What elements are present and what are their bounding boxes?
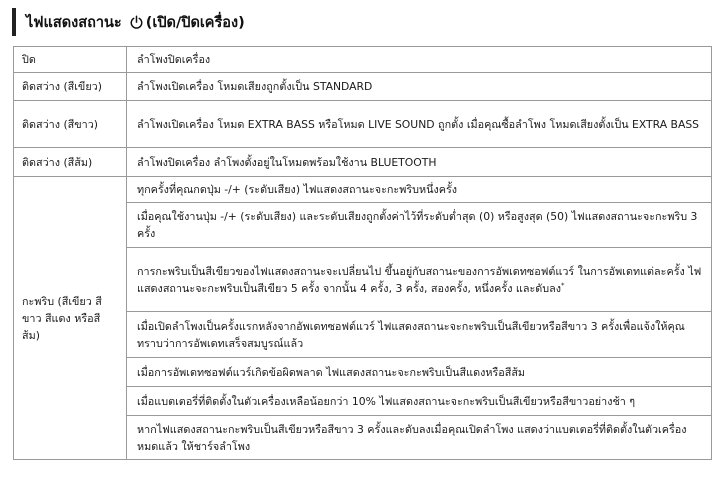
description-cell: เมื่อคุณใช้งานปุ่ม -/+ (ระดับเสียง) และระดับเสียงถูกตั้งค่าไว้ที่ระดับต่ำสุด (0) หรือสูงสุด (50) ไฟแสดงสถานะจะกะพริบ 3 ครั้ง bbox=[127, 203, 712, 248]
status-table bbox=[13, 46, 712, 460]
power-icon bbox=[129, 15, 144, 30]
description-cell: ลำโพงปิดเครื่อง bbox=[127, 47, 712, 73]
table-row bbox=[14, 101, 712, 148]
state-cell-blink: กะพริบ (สีเขียว สีขาว สีแดง หรือสีส้ม) bbox=[14, 177, 127, 460]
table-row bbox=[14, 47, 712, 73]
footnote-mark: * bbox=[561, 280, 565, 289]
description-cell: ลำโพงเปิดเครื่อง โหมด EXTRA BASS หรือโหมด LIVE SOUND ถูกตั้ง เมื่อคุณซื้อลำโพง โหมดเสียงตั้งเป็น EXTRA BASS bbox=[127, 101, 712, 148]
section-heading bbox=[12, 8, 712, 36]
description-cell: ทุกครั้งที่คุณกดปุ่ม -/+ (ระดับเสียง) ไฟแสดงสถานะจะกะพริบหนึ่งครั้ง bbox=[127, 177, 712, 203]
table-row bbox=[14, 148, 712, 177]
description-cell: หากไฟแสดงสถานะกะพริบเป็นสีเขียวหรือสีขาว 3 ครั้งและดับลงเมื่อคุณเปิดลำโพง แสดงว่าแบตเตอรี่ที่ติดตั้งในตัวเครื่องหมดแล้ว ให้ชาร์จลำโพง bbox=[127, 416, 712, 460]
description-cell: เมื่อการอัพเดทซอฟต์แวร์เกิดข้อผิดพลาด ไฟแสดงสถานะจะกะพริบเป็นสีแดงหรือสีส้ม bbox=[127, 358, 712, 387]
description-text: การกะพริบเป็นสีเขียวของไฟแสดงสถานะจะเปลี่ยนไป ขึ้นอยู่กับสถานะของการอัพเดทซอฟต์แวร์ ในการอัพเดทแต่ละครั้ง ไฟแสดงสถานะจะกะพริบเป็นสีเขียว 5 ครั้ง จากนั้น 4 ครั้ง, 3 ครั้ง, สองครั้ง, หนึ่งครั้ง และดับลง bbox=[137, 264, 702, 295]
description-cell: เมื่อเปิดลำโพงเป็นครั้งแรกหลังจากอัพเดทซอฟต์แวร์ ไฟแสดงสถานะจะกะพริบเป็นสีเขียวหรือสีขาว 3 ครั้งเพื่อแจ้งให้คุณทราบว่าการอัพเดทเสร็จสมบูรณ์แล้ว bbox=[127, 312, 712, 358]
table-row bbox=[14, 177, 712, 203]
heading-suffix: (เปิด/ปิดเครื่อง) bbox=[145, 14, 245, 31]
heading-text: ไฟแสดงสถานะ bbox=[26, 14, 122, 31]
state-cell: ติดสว่าง (สีเขียว) bbox=[14, 73, 127, 101]
table-row bbox=[14, 73, 712, 101]
description-cell bbox=[127, 248, 712, 312]
description-cell: ลำโพงปิดเครื่อง ลำโพงตั้งอยู่ในโหมดพร้อมใช้งาน BLUETOOTH bbox=[127, 148, 712, 177]
description-cell: เมื่อแบตเตอรี่ที่ติดตั้งในตัวเครื่องเหลือน้อยกว่า 10% ไฟแสดงสถานะจะกะพริบเป็นสีเขียวหรือสีขาวอย่างช้า ๆ bbox=[127, 387, 712, 416]
state-cell: ติดสว่าง (สีขาว) bbox=[14, 101, 127, 148]
state-cell: ติดสว่าง (สีส้ม) bbox=[14, 148, 127, 177]
state-cell: ปิด bbox=[14, 47, 127, 73]
description-cell: ลำโพงเปิดเครื่อง โหมดเสียงถูกตั้งเป็น STANDARD bbox=[127, 73, 712, 101]
